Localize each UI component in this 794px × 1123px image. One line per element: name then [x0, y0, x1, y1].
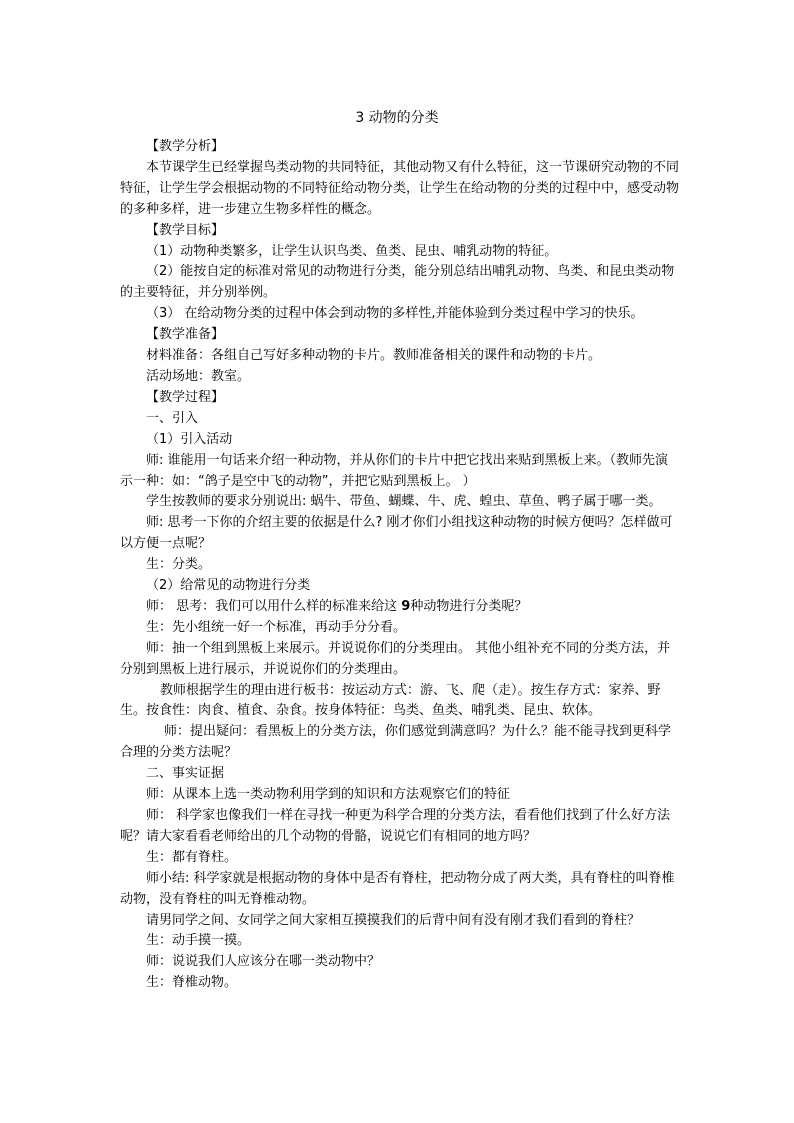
dialogue-line: 生：都有脊柱。	[146, 849, 238, 865]
goal-item-2: （2）能按自定的标准对常见的动物进行分类，能分别总结出哺乳动物、鸟类、和昆虫类动物的主要特征，并分别举例。	[120, 264, 675, 301]
section-heading-process: 【教学过程】	[146, 389, 225, 405]
dialogue-line: 师：从课本上选一类动物利用学到的知识和方法观察它们的特征	[146, 787, 511, 803]
dialogue-line: 学生按教师的要求分别说出: 蜗牛、带鱼、蝴蝶、牛、虎、蝗虫、草鱼、鸭子属于哪一类。	[146, 494, 662, 510]
dialogue-line: 师：提出疑问：看黑板上的分类方法，你们感觉到满意吗？为什么？能不能寻找到更科学合理的分类方法呢？	[120, 724, 672, 761]
dialogue-line: 生：先小组统一好一个标准，再动手分分看。	[146, 619, 407, 635]
dialogue-text: 师： 思考：我们可以用什么样的标准来给这	[146, 598, 402, 614]
dialogue-number: 9	[401, 598, 411, 614]
dialogue-line	[120, 597, 680, 618]
dialogue-line: 师：说说我们人应该分在哪一类动物中？	[146, 954, 381, 970]
dialogue-text: 种动物进行分类呢？	[410, 598, 528, 614]
part-heading-intro: 一、引入	[146, 410, 199, 426]
section-heading-analysis: 【教学分析】	[146, 139, 225, 154]
dialogue-line: 师：抽一个组到黑板上来展示。并说说你们的分类理由。 其他小组补充不同的分类方法，并分别到黑板上进行展示，并说说你们的分类理由。	[120, 640, 671, 677]
dialogue-line: 师: 谁能用一句话来介绍一种动物，并从你们的卡片中把它找出来贴到黑板上来。（教师先演示一种：如：“鸽子是空中飞的动物”，并把它贴到黑板上。 ）	[120, 452, 669, 489]
document-body	[120, 137, 680, 994]
goal-item-3: （3） 在给动物分类的过程中体会到动物的多样性,并能体验到分类过程中学习的快乐。	[146, 306, 644, 322]
prep-materials: 材料准备：各组自己写好多种动物的卡片。教师准备相关的课件和动物的卡片。	[146, 348, 602, 364]
dialogue-line: 请男同学之间、女同学之间大家相互摸摸我们的后背中间有没有刚才我们看到的脊柱？	[146, 912, 641, 928]
section-heading-goals: 【教学目标】	[146, 222, 225, 238]
goal-item-1: （1）动物种类繁多，让学生认识鸟类、鱼类、昆虫、哺乳动物的特征。	[146, 243, 558, 259]
dialogue-line: 师小结: 科学家就是根据动物的身体中是否有脊柱，把动物分成了两大类，具有脊柱的叫脊椎动物，没有脊柱的叫无脊椎动物。	[120, 870, 675, 907]
prep-place: 活动场地：教室。	[146, 368, 251, 384]
part-heading-evidence: 二、事实证据	[146, 766, 225, 782]
dialogue-line: 教师根据学生的理由进行板书：按运动方式：游、飞、爬（走）。按生存方式：家养、野生。按食性：肉食、植食、杂食。按身体特征：鸟类、鱼类、哺乳类、昆虫、软体。	[120, 682, 661, 719]
step-heading-2: （2）给常见的动物进行分类	[146, 578, 311, 594]
dialogue-line: 师: 思考一下你的介绍主要的依据是什么? 刚才你们小组找这种动物的时候方便吗？怎样做可以方便一点呢？	[120, 515, 673, 552]
dialogue-line: 师： 科学家也像我们一样在寻找一种更为科学合理的分类方法，看看他们找到了什么好方法呢？请大家看看老师给出的几个动物的骨骼，说说它们有相同的地方吗？	[120, 808, 671, 844]
section-heading-prep: 【教学准备】	[146, 327, 225, 343]
dialogue-line: 生：分类。	[146, 557, 212, 573]
page-title: 3 动物的分类	[355, 110, 439, 126]
dialogue-line: 生：脊椎动物。	[146, 975, 238, 991]
dialogue-line: 生：动手摸一摸。	[146, 933, 251, 949]
step-heading-1: （1）引入活动	[146, 431, 233, 447]
analysis-paragraph: 本节课学生已经掌握鸟类动物的共同特征，其他动物又有什么特征，这一节课研究动物的不同特征，让学生学会根据动物的不同特征给动物分类，让学生在给动物的分类的过程中中，感受动物的多种多样，进一步建立生物多样性的概念。	[120, 159, 680, 217]
